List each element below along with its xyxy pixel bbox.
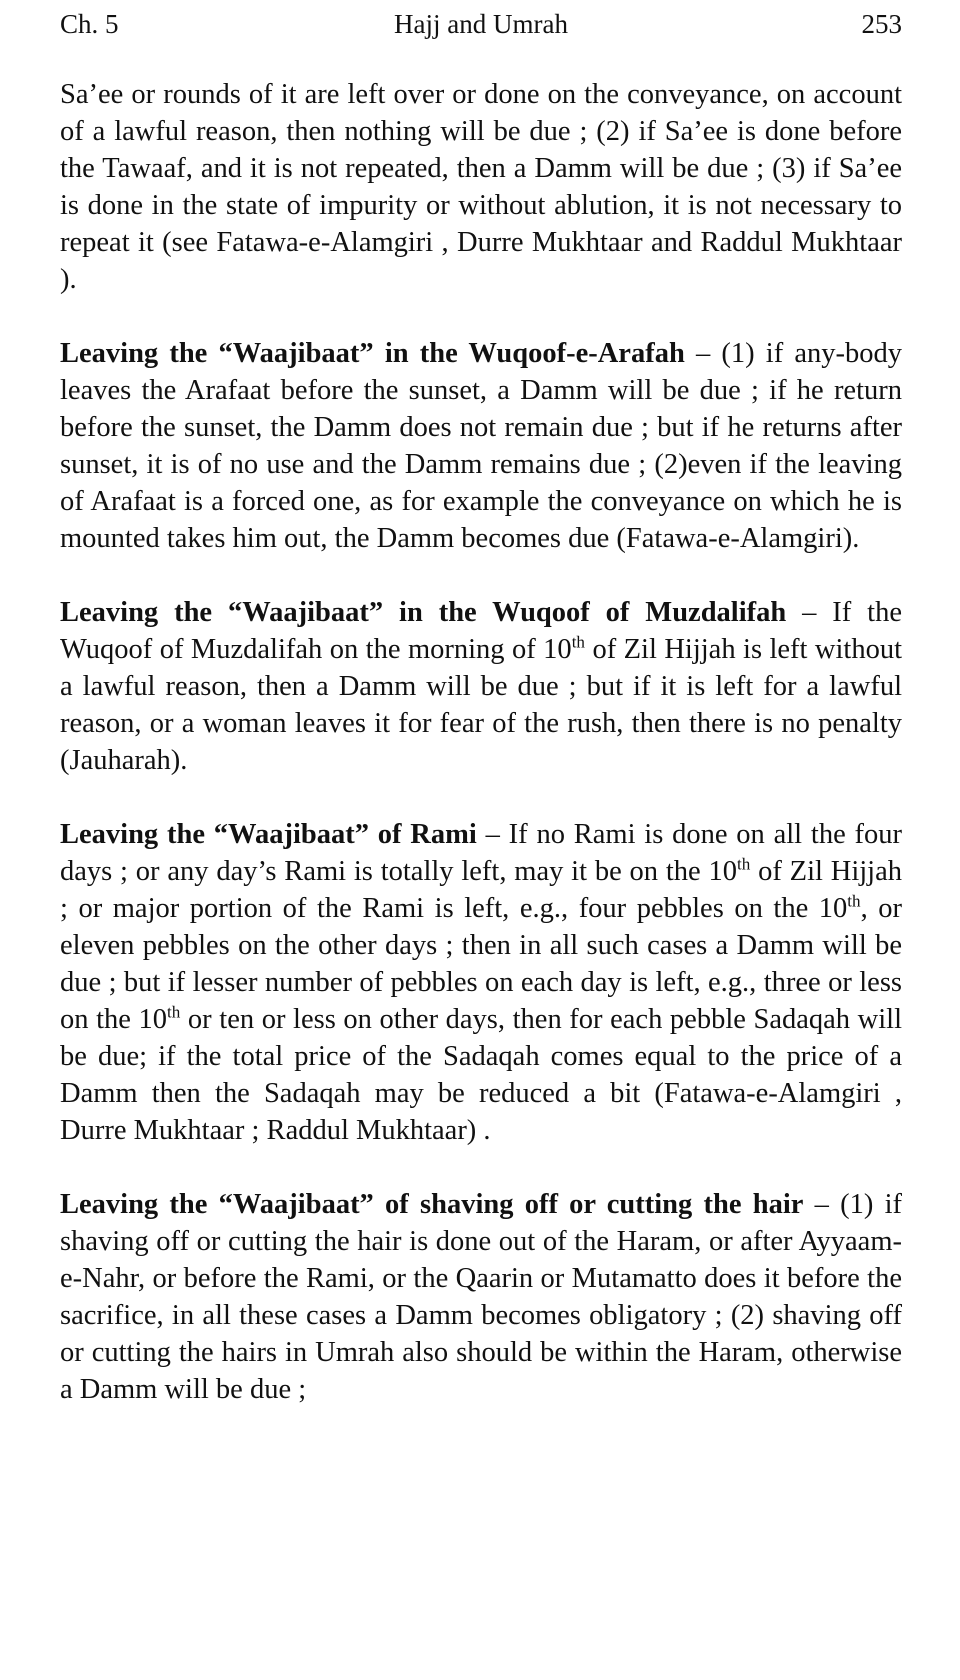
section-heading: Leaving the “Waajibaat” in the Wuqoof of Muzdalifah (60, 597, 787, 628)
paragraph-text: – If the Wuqoof of Muzdalifah on the morning of 10 (60, 597, 902, 665)
paragraph-sa-ee (60, 76, 902, 298)
paragraph-text: of Zil Hijjah ; or major portion of the Rami is left, e.g., four pebbles on the 10 (60, 856, 902, 924)
page-header (60, 6, 902, 42)
section-heading: Leaving the “Waajibaat” of shaving off or cutting the hair (60, 1189, 804, 1220)
ordinal-superscript: th (167, 1002, 181, 1022)
paragraph-rami (60, 816, 902, 1149)
ordinal-superscript: th (847, 891, 861, 911)
section-heading: Leaving the “Waajibaat” in the Wuqoof-e-Arafah (60, 338, 685, 369)
chapter-label: Ch. 5 (60, 9, 119, 39)
paragraph-text: – (1) if shaving off or cutting the hair is done out of the Haram, or after Ayyaam-e-Nahr, or before the Rami, or the Qaarin or Mutamatto does it before the sacrifice, in all these cases a Damm becomes obligatory ; (2) shaving off or cutting the hairs in Umrah also should be within the Haram, otherwise a Damm will be due ; (60, 1189, 903, 1405)
ordinal-superscript: th (571, 632, 585, 652)
paragraph-text: Sa’ee or rounds of it are left over or done on the conveyance, on account of a lawful reason, then nothing will be due ; (2) if Sa’ee is done before the Tawaaf, and it is not repeated, then a Damm will be due ; (3) if Sa’ee is done in the state of impurity or without ablution, it is not necessary to repeat it (see Fatawa-e-Alamgiri , Durre Mukhtaar and Raddul Mukhtaar ). (60, 79, 902, 295)
paragraph-text: , or eleven pebbles on the other days ; then in all such cases a Damm will be due ; but if lesser number of pebbles on each day is left, e.g., three or less on the 10 (60, 893, 902, 1035)
section-heading: Leaving the “Waajibaat” of Rami (60, 819, 477, 850)
paragraph-text: – (1) if any-body leaves the Arafaat before the sunset, a Damm will be due ; if he return before the sunset, the Damm does not remain due ; but if he returns after sunset, it is of no use and the Damm remains due ; (2)even if the leaving of Arafaat is a forced one, as for example the conveyance on which he is mounted takes him out, the Damm becomes due (Fatawa-e-Alamgiri). (60, 338, 902, 554)
page-body (60, 76, 902, 1445)
paragraph-text: or ten or less on other days, then for each pebble Sadaqah will be due; if the total price of the Sadaqah comes equal to the price of a Damm then the Sadaqah may be reduced a bit (Fatawa-e-Alamgiri , Durre Mukhtaar ; Raddul Mukhtaar) . (60, 1004, 902, 1146)
page-number: 253 (861, 9, 902, 39)
paragraph-wuqoof-muzdalifah (60, 594, 902, 779)
paragraph-text: of Zil Hijjah is left without a lawful reason, then a Damm will be due ; but if it is left for a lawful reason, or a woman leaves it for fear of the rush, then there is no penalty (Jauharah). (60, 634, 903, 776)
running-title: Hajj and Umrah (394, 9, 568, 39)
ordinal-superscript: th (737, 854, 751, 874)
paragraph-wuqoof-arafah (60, 335, 902, 557)
paragraph-text: – If no Rami is done on all the four days ; or any day’s Rami is totally left, may it be on the 10 (60, 819, 903, 887)
paragraph-shaving-hair (60, 1186, 902, 1408)
